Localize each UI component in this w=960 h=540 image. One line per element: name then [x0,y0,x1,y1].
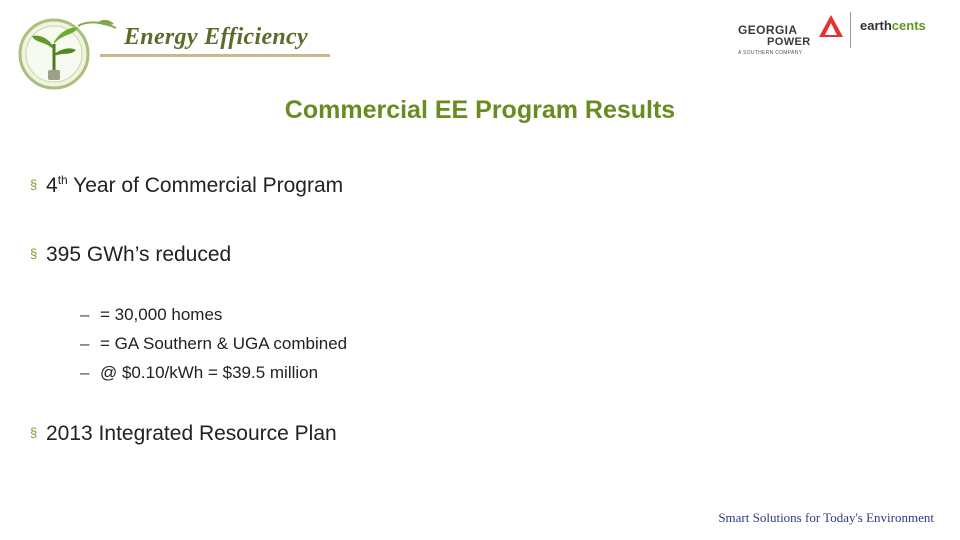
georgia-power-line1: GEORGIA [738,23,798,37]
lightbulb-sprout-icon [8,10,128,92]
slide-title: Commercial EE Program Results [284,96,676,124]
georgia-power-triangle-icon [818,14,844,38]
bullet-marker: § [30,425,38,440]
bullet-superscript: th [57,173,68,187]
sub-bullet-item [80,305,222,325]
bullet-text: 2013 Integrated Resource Plan [46,422,337,445]
bullet-item [30,422,337,446]
earthcents-part2: cents [891,18,926,33]
logo-underline [100,54,330,57]
bullet-pre: 4 [46,174,58,197]
footer-tagline: Smart Solutions for Today's Environment [718,510,934,525]
energy-efficiency-logo [8,10,128,92]
bullet-item [30,174,343,198]
earthcents-logo [860,18,926,33]
georgia-power-subtitle: A SOUTHERN COMPANY [738,50,803,56]
bullet-text: 395 GWh’s reduced [46,243,232,266]
sub-bullet-item [80,363,318,383]
bullet-marker: § [30,177,38,192]
bullet-item [30,243,231,267]
bullet-marker: § [30,246,38,261]
georgia-power-logo [738,14,842,54]
sub-bullet-marker: – [80,305,90,324]
logo-divider [850,12,851,48]
sub-bullet-item [80,334,347,354]
sub-bullet-text: = 30,000 homes [100,305,223,324]
georgia-power-line2: POWER [767,36,811,48]
sub-bullet-text: = GA Southern & UGA combined [100,334,348,353]
earthcents-part1: earth [860,18,892,33]
logo-title: Energy Efficiency [124,24,308,50]
sub-bullet-marker: – [80,334,90,353]
sub-bullet-marker: – [80,363,90,382]
bullet-post: Year of Commercial Program [67,174,344,197]
sub-bullet-text: @ $0.10/kWh = $39.5 million [100,363,319,382]
